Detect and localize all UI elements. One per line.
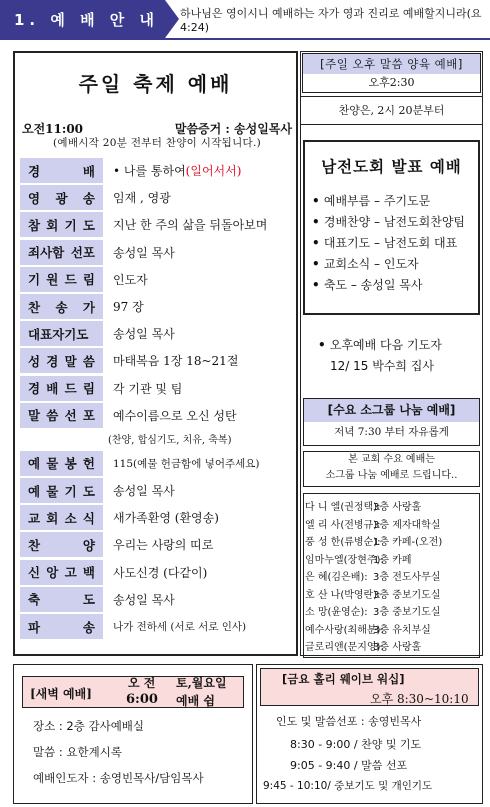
small-group-row (305, 568, 480, 583)
divider (300, 96, 483, 97)
order-value-text: • 나를 통하여 (113, 164, 186, 178)
order-value (103, 216, 267, 233)
order-value-text: 송성일 목사 (113, 592, 175, 607)
order-row (20, 560, 295, 585)
small-group-place: 3층 사랑홀 (373, 502, 422, 513)
missions-item: • 대표기도 – 남전도회 대표 (312, 234, 457, 251)
order-label-char: 앙 (46, 565, 59, 581)
order-value (103, 271, 148, 288)
wednesday-service-box (303, 398, 480, 446)
order-value (103, 244, 175, 261)
order-row (20, 532, 295, 557)
order-row (20, 267, 295, 292)
order-label (20, 532, 103, 557)
order-label (20, 560, 103, 585)
friday-schedule-item: 9:45 - 10:10/ 중보기도 및 개인기도 (263, 780, 433, 792)
order-row (20, 185, 295, 210)
small-group-row (305, 586, 480, 601)
order-value (103, 536, 213, 553)
dawn-service-time: 6:00 (126, 692, 158, 707)
order-value (103, 325, 175, 342)
order-label-char: 도 (82, 483, 95, 499)
small-group-name: 임마누엘(장현주): (305, 554, 384, 566)
order-row (20, 348, 295, 373)
order-label-char: 배 (82, 163, 95, 179)
small-group-name: 풍 성 한(류병순): (305, 537, 381, 548)
order-value-text: 송성일 목사 (113, 484, 175, 498)
order-value-text: 송성일 목사 (113, 327, 175, 342)
order-label-char: 송 (82, 619, 95, 635)
small-group-name: 소 망(윤영순): (305, 607, 368, 618)
order-value (103, 509, 219, 526)
small-group-place: 3층 제자대학실 (373, 519, 441, 531)
order-value-text: 115(예물 헌금함에 넣어주세요) (113, 457, 260, 470)
order-label (20, 614, 103, 639)
order-label-char: 교 (28, 510, 41, 526)
order-label-char: 송 (82, 190, 95, 206)
order-value-text: 새가족환영 (환영송) (113, 511, 219, 526)
order-value-text: 임재 , 영광 (113, 191, 171, 206)
dawn-service-word: 말씀 : 요한계시록 (33, 745, 122, 759)
friday-service-leader: 인도 및 말씀선포 : 송영빈목사 (276, 715, 422, 728)
order-value (103, 189, 171, 206)
header-verse: 하나님은 영이시니 예배하는 자가 영과 진리로 예배할지니라(요 4:24) (180, 6, 482, 34)
missions-item: • 경배찬양 – 남전도회찬양팀 (312, 213, 465, 230)
dawn-service-leader: 예배인도자 : 송영빈목사/담임목사 (33, 771, 204, 785)
order-label-char: 가 (82, 299, 95, 315)
small-group-row (305, 533, 480, 548)
order-row (20, 478, 295, 503)
order-label-char: 축 (28, 592, 41, 608)
missions-item: • 축도 – 송성일 목사 (312, 276, 422, 293)
order-label-char: 림 (82, 272, 95, 288)
order-label-char: 도 (82, 217, 95, 233)
order-label-char: 물 (46, 456, 59, 472)
order-value (103, 407, 237, 424)
friday-service-time: 오후 8:30~10:10 (370, 692, 469, 706)
order-label-char: 송 (55, 299, 68, 315)
order-label (20, 294, 103, 319)
wednesday-note-line: 본 교회 수요 예배는 (348, 454, 435, 465)
order-label-char: 참 (28, 217, 41, 233)
order-label-char: 광 (55, 190, 68, 206)
order-row (20, 321, 295, 346)
order-label (20, 185, 103, 210)
order-label (20, 587, 103, 612)
order-value (103, 482, 175, 499)
order-value (103, 456, 259, 471)
order-label-char: 찬 (28, 537, 41, 553)
afternoon-service-time: 오후2:30 (368, 76, 415, 89)
order-label-char: 씀 (46, 408, 59, 424)
order-label-char: 말 (28, 408, 41, 424)
order-label-char: 드 (64, 272, 77, 288)
order-sub-note: (찬양, 합심기도, 치유, 축복) (108, 434, 232, 446)
order-label-char: 대표자기도 (28, 326, 89, 342)
order-label-char: 경 (46, 353, 59, 369)
order-label-char: 백 (82, 565, 95, 581)
order-row (20, 403, 295, 428)
order-label-char: 림 (82, 381, 95, 397)
order-row (20, 614, 295, 639)
order-label (20, 240, 103, 265)
order-value (103, 298, 144, 315)
small-group-place: 3층 중보기도실 (373, 607, 441, 618)
wednesday-service-title: [수요 소그룹 나눔 예배] (304, 399, 479, 422)
order-value-extra: (일어서서) (185, 164, 242, 178)
order-label (20, 267, 103, 292)
small-group-place: 1층 카페 (373, 554, 412, 566)
small-group-name: 호 산 나(박영란): (305, 589, 381, 601)
order-value (103, 591, 175, 608)
order-value (103, 380, 182, 397)
order-label (20, 505, 103, 530)
order-row (20, 451, 295, 476)
small-group-row (305, 621, 480, 636)
small-group-place: 1층 카페-(오전) (373, 537, 443, 548)
order-label-char: 식 (82, 510, 95, 526)
order-value-text: 지난 한 주의 삶을 뒤돌아보며 (113, 218, 268, 233)
order-row (20, 376, 295, 401)
small-group-name: 은 혜(김은배): (305, 572, 368, 583)
afternoon-service-box (302, 53, 481, 93)
order-label-char: 경 (28, 163, 41, 179)
small-group-row (305, 498, 480, 513)
order-label-char: 회 (46, 217, 59, 233)
order-label-char: 회 (46, 510, 59, 526)
order-value-text: 각 기관 및 팀 (113, 381, 183, 396)
order-label-char: 경 (28, 381, 41, 397)
wednesday-note-line: 소그룹 나눔 예배로 드립니다.. (325, 470, 458, 481)
order-label-char: 씀 (82, 353, 95, 369)
small-group-row (305, 551, 480, 566)
order-value (103, 162, 241, 179)
order-label-char: 배 (46, 381, 59, 397)
small-group-name: 예수사랑(최해분): (305, 624, 384, 636)
order-label-char: 소 (64, 510, 77, 526)
praise-time: 찬양은, 2시 20분부터 (338, 104, 445, 117)
order-label-char: 파 (28, 619, 41, 635)
service-note: (예배시작 20분 전부터 찬양이 시작됩니다.) (52, 137, 262, 149)
order-label (20, 376, 103, 401)
order-label (20, 478, 103, 503)
order-row (20, 158, 295, 183)
order-label-char: 죄사함 (28, 245, 65, 261)
order-value (103, 619, 246, 634)
order-label (20, 158, 103, 183)
order-row (20, 212, 295, 237)
small-group-place: 3층 중보기도실 (373, 589, 441, 601)
order-row (20, 587, 295, 612)
order-value (103, 564, 207, 581)
order-label-char: 도 (82, 592, 95, 608)
service-time: 오전11:00 (22, 122, 84, 136)
order-label-char: 봉 (64, 456, 77, 472)
order-label (20, 321, 103, 346)
missions-title: 남전도회 발표 예배 (321, 158, 462, 176)
small-group-place: 3층 사랑홀 (373, 642, 422, 653)
friday-schedule-item: 9:05 - 9:40 / 말씀 선포 (290, 759, 408, 772)
small-group-row (305, 516, 480, 531)
order-label-char: 포 (82, 408, 95, 424)
order-label-char: 찬 (28, 299, 41, 315)
small-group-row (305, 638, 480, 653)
order-value-text: 송성일 목사 (113, 245, 175, 260)
dawn-service-place: 장소 : 2층 감사예배실 (33, 719, 145, 733)
dawn-service-am: 오 전 (128, 676, 156, 690)
order-label-char: 원 (46, 272, 59, 288)
next-prayer-label: • 오후예배 다음 기도자 (318, 336, 442, 353)
afternoon-service-title: [주일 오후 말씀 양육 예배] (303, 54, 480, 74)
missions-item: • 교회소식 – 인도자 (312, 255, 419, 272)
section-tab: 1. 예 배 안 내 (0, 0, 165, 38)
dawn-service-rest: 예배 쉼 (176, 694, 215, 708)
order-value-text: 나가 전하세 (서로 서로 인사) (113, 621, 247, 633)
order-label-char: 예 (28, 456, 41, 472)
small-group-place: 3층 유치부실 (373, 624, 431, 636)
dawn-service-title: [새벽 예배] (30, 687, 92, 701)
order-value-text: 마태복음 1장 18~21절 (113, 354, 239, 369)
small-group-name: 다 니 엘(권정택): (305, 502, 381, 513)
order-label (20, 403, 103, 428)
small-group-row (305, 603, 480, 618)
order-label-char: 말 (64, 353, 77, 369)
order-label-char: 고 (64, 565, 77, 581)
order-label-char: 양 (82, 537, 95, 553)
order-value-text: 우리는 사랑의 띠로 (113, 538, 214, 553)
order-label-char: 드 (64, 381, 77, 397)
small-group-name: 엘 리 사(전병규): (305, 519, 381, 531)
order-label (20, 212, 103, 237)
order-label-char: 물 (46, 483, 59, 499)
order-label-char: 선 (64, 408, 77, 424)
order-value-text: 사도신경 (다같이) (113, 565, 208, 580)
order-row (20, 240, 295, 265)
order-value-text: 97 장 (113, 300, 144, 314)
order-label-char: 기 (64, 217, 77, 233)
order-value (103, 352, 238, 369)
next-prayer-person: 12/ 15 박수희 집사 (330, 359, 434, 373)
order-label (20, 348, 103, 373)
order-label-char: 헌 (82, 456, 95, 472)
order-label-char: 영 (28, 190, 41, 206)
small-group-place: 3층 전도사무실 (373, 572, 441, 583)
small-group-name: 글로리앤(문지영): (305, 642, 384, 653)
wednesday-note-box (303, 451, 480, 487)
order-label-char: 선포 (70, 245, 95, 261)
header-divider (0, 38, 490, 40)
dawn-service-days: 토,월요일 (176, 676, 227, 690)
wednesday-service-time: 저녁 7:30 부터 자유롭게 (334, 426, 449, 438)
order-row (20, 505, 295, 530)
order-value-text: 예수이름으로 오신 성탄 (113, 408, 237, 423)
order-label-char: 성 (28, 353, 41, 369)
order-label-char: 신 (28, 565, 41, 581)
order-label-char: 예 (28, 483, 41, 499)
friday-service-title: [금요 홀리 웨이브 워십] (282, 672, 405, 686)
missions-item: • 예배부름 – 주기도문 (312, 192, 430, 209)
friday-schedule-item: 8:30 - 9:00 / 찬양 및 기도 (290, 738, 422, 751)
service-preacher: 말씀증거 : 송성일목사 (174, 122, 292, 136)
order-row (20, 294, 295, 319)
order-label-char: 기 (28, 272, 41, 288)
divider (300, 124, 483, 125)
sunday-service-title: 주일 축제 예배 (78, 72, 233, 96)
order-label-char: 기 (64, 483, 77, 499)
order-value-text: 인도자 (113, 272, 148, 287)
order-label (20, 451, 103, 476)
